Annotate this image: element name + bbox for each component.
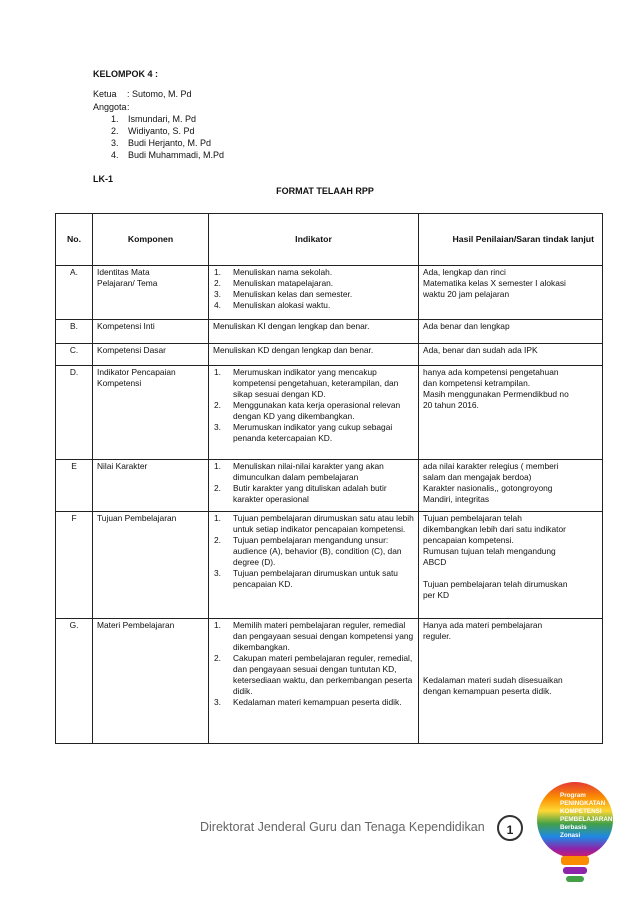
- indikator-item: 1. Menuliskan nilai-nilai karakter yang akan dimunculkan dalam pembelajaran: [214, 461, 384, 482]
- ketua-line: [93, 88, 192, 100]
- hasil-line: dengan kemampuan peserta didik.: [423, 686, 552, 696]
- cell-komponen: [93, 366, 209, 460]
- cell-indikator: [209, 266, 419, 320]
- hasil-line: [423, 664, 598, 675]
- indikator-item: 2. Tujuan pembelajaran mengandung unsur: audience (A), behavior (B), condition (C), dan degree (D).: [214, 535, 402, 567]
- indikator-item: 3. Menuliskan kelas dan semester.: [214, 289, 353, 299]
- indikator-item: 3. Merumuskan indikator yang cukup sebagai penanda ketercapaian KD.: [214, 422, 393, 443]
- indikator-item: 1. Merumuskan indikator yang mencakup kompetensi pengetahuan, keterampilan, dan sikap sesuai dengan KD.: [214, 367, 399, 399]
- hasil-line: 20 tahun 2016.: [423, 400, 479, 410]
- indikator-item: 3. Kedalaman materi kemampuan peserta didik.: [214, 697, 402, 707]
- cell-komponen: [93, 460, 209, 512]
- hasil-line: Kedalaman materi sudah disesuaikan: [423, 675, 563, 685]
- hasil-line: Rumusan tujuan telah mengandung: [423, 546, 556, 556]
- hasil-line: dan kompetensi ketrampilan.: [423, 378, 531, 388]
- hasil-line: hanya ada kompetensi pengetahuan: [423, 367, 559, 377]
- komponen-line: Nilai Karakter: [97, 461, 148, 471]
- indikator-item: 3. Tujuan pembelajaran dirumuskan untuk satu pencapaian KD.: [214, 568, 398, 589]
- member-item: 1. Ismundari, M. Pd: [111, 114, 197, 124]
- indikator-item: 2. Menggunakan kata kerja operasional relevan dengan KD yang dikembangkan.: [214, 400, 401, 421]
- logo-text: Program PENINGKATAN KOMPETENSI PEMBELAJARAN Berbasis Zonasi: [560, 792, 613, 839]
- cell-hasil: [419, 266, 603, 320]
- format-title: FORMAT TELAAH RPP: [276, 186, 374, 196]
- hasil-line: Tujuan pembelajaran telah dirumuskan: [423, 579, 568, 589]
- hasil-line: Matematika kelas X semester I alokasi: [423, 278, 566, 288]
- indikator-item: 4. Menuliskan alokasi waktu.: [214, 300, 331, 310]
- hasil-line: Hanya ada materi pembelajaran: [423, 620, 543, 630]
- hasil-line: Karakter nasionalis,, gotongroyong: [423, 483, 553, 493]
- cell-komponen: [93, 512, 209, 619]
- komponen-line: Materi Pembelajaran: [97, 620, 175, 630]
- group-title: KELOMPOK 4 :: [93, 69, 159, 79]
- hasil-line: ada nilai karakter relegius ( memberi: [423, 461, 559, 471]
- header-no: No.: [56, 214, 93, 266]
- cell-indikator: [209, 619, 419, 744]
- komponen-line: Kompetensi Dasar: [97, 345, 166, 355]
- indikator-item: 1. Tujuan pembelajaran dirumuskan satu atau lebih untuk setiap indikator pencapaian kompetensi.: [214, 513, 414, 534]
- hasil-line: waktu 20 jam pelajaran: [423, 289, 510, 299]
- hasil-line: pencapaian kompetensi.: [423, 535, 514, 545]
- telaah-rpp-table: [55, 213, 603, 744]
- table-header-row: [56, 214, 603, 266]
- table-row: [56, 344, 603, 366]
- cell-hasil: [419, 344, 603, 366]
- indikator-item: 2. Cakupan materi pembelajaran reguler, remedial, dan pengayaan sesuai dengan tuntutan KD, ketersediaan waktu, dan perkembangan peserta didik.: [214, 653, 413, 696]
- komponen-line: Identitas Mata: [97, 267, 150, 277]
- hasil-line: ABCD: [423, 557, 447, 567]
- cell-komponen: [93, 344, 209, 366]
- hasil-line: per KD: [423, 590, 450, 600]
- anggota-label: Anggota: [93, 102, 127, 112]
- cell-no: A.: [56, 266, 93, 320]
- cell-komponen: [93, 619, 209, 744]
- cell-no: B.: [56, 320, 93, 344]
- table-row: [56, 266, 603, 320]
- member-item: 2. Widiyanto, S. Pd: [111, 126, 195, 136]
- cell-indikator: Menuliskan KI dengan lengkap dan benar.: [209, 320, 419, 344]
- header-indikator: Indikator: [209, 214, 419, 266]
- cell-no: G.: [56, 619, 93, 744]
- table-row: [56, 460, 603, 512]
- hasil-line: dikembangkan lebih dari satu indikator: [423, 524, 566, 534]
- hasil-line: reguler.: [423, 631, 451, 641]
- hasil-line: Ada, benar dan sudah ada IPK: [423, 345, 538, 355]
- cell-no: E: [56, 460, 93, 512]
- member-item: 3. Budi Herjanto, M. Pd: [111, 138, 212, 148]
- komponen-line: Kompetensi: [97, 378, 142, 388]
- cell-indikator: Menuliskan KD dengan lengkap dan benar.: [209, 344, 419, 366]
- table-row: [56, 366, 603, 460]
- hasil-line: [423, 653, 598, 664]
- cell-indikator: [209, 512, 419, 619]
- footer-text: Direktorat Jenderal Guru dan Tenaga Kependidikan: [200, 820, 485, 834]
- table-row: [56, 512, 603, 619]
- indikator-item: 2. Menuliskan matapelajaran.: [214, 278, 334, 288]
- cell-komponen: [93, 266, 209, 320]
- komponen-line: Indikator Pencapaian: [97, 367, 176, 377]
- hasil-line: Ada benar dan lengkap: [423, 321, 510, 331]
- ketua-value: : Sutomo, M. Pd: [127, 89, 192, 99]
- table-row: [56, 320, 603, 344]
- page-number: 1: [497, 815, 523, 841]
- komponen-line: Kompetensi Inti: [97, 321, 155, 331]
- anggota-value: :: [127, 102, 130, 112]
- komponen-line: Pelajaran/ Tema: [97, 278, 158, 288]
- hasil-line: Masih menggunakan Permendikbud no: [423, 389, 569, 399]
- anggota-line: [93, 101, 130, 113]
- indikator-item: 2. Butir karakter yang dituliskan adalah butir karakter operasional: [214, 483, 387, 504]
- cell-hasil: [419, 619, 603, 744]
- indikator-item: 1. Memilih materi pembelajaran reguler, remedial dan pengayaan sesuai dengan kompetensi yang dikembangkan.: [214, 620, 414, 652]
- komponen-line: Tujuan Pembelajaran: [97, 513, 177, 523]
- header-komponen: Komponen: [93, 214, 209, 266]
- cell-hasil: [419, 320, 603, 344]
- cell-indikator: [209, 366, 419, 460]
- cell-indikator: [209, 460, 419, 512]
- lk-label: LK-1: [93, 174, 113, 184]
- cell-no: F: [56, 512, 93, 619]
- hasil-line: [423, 568, 598, 579]
- cell-no: D.: [56, 366, 93, 460]
- member-item: 4. Budi Muhammadi, M.Pd: [111, 150, 225, 160]
- cell-hasil: [419, 460, 603, 512]
- cell-no: C.: [56, 344, 93, 366]
- cell-hasil: [419, 512, 603, 619]
- header-hasil: Hasil Penilaian/Saran tindak lanjut: [419, 214, 603, 266]
- hasil-line: Mandiri, integritas: [423, 494, 490, 504]
- cell-hasil: [419, 366, 603, 460]
- cell-komponen: [93, 320, 209, 344]
- hasil-line: Tujuan pembelajaran telah: [423, 513, 522, 523]
- indikator-item: 1. Menuliskan nama sekolah.: [214, 267, 333, 277]
- table-row: [56, 619, 603, 744]
- ketua-label: Ketua: [93, 89, 117, 99]
- hasil-line: Ada, lengkap dan rinci: [423, 267, 506, 277]
- hasil-line: [423, 642, 598, 653]
- hasil-line: salam dan mengajak berdoa): [423, 472, 532, 482]
